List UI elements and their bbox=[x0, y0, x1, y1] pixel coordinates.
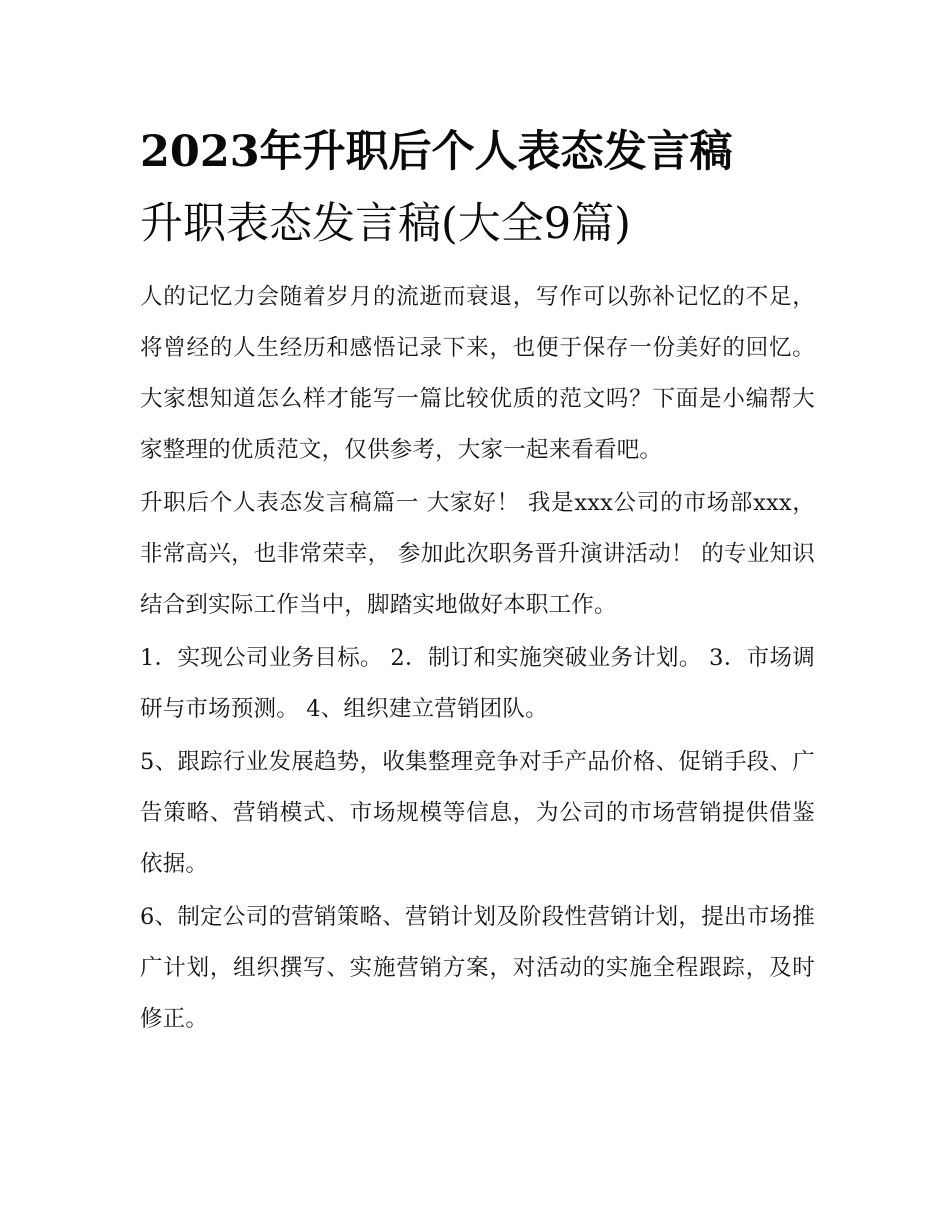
title-line-1: 2023年升职后个人表态发言稿 bbox=[140, 127, 733, 177]
paragraph-intro: 人的记忆力会随着岁月的流逝而衰退，写作可以弥补记忆的不足，将曾经的人生经历和感悟记录下来，也便于保存一份美好的回忆。大家想知道怎么样才能写一篇比较优质的范文吗？下面是小编帮大家整理的优质范文，仅供参考，大家一起来看看吧。 bbox=[140, 284, 815, 463]
paragraph-speech-opening: 升职后个人表态发言稿篇一 大家好！ 我是xxx公司的市场部xxx，非常高兴，也非常荣幸， 参加此次职务晋升演讲活动！ 的专业知识结合到实际工作当中，脚踏实地做好本职工作。 bbox=[140, 490, 815, 618]
document-body bbox=[140, 272, 815, 1045]
paragraph-duty-6: 6、制定公司的营销策略、营销计划及阶段性营销计划，提出市场推广计划，组织撰写、实施营销方案，对活动的实施全程跟踪，及时修正。 bbox=[140, 904, 815, 1032]
title-line-2: 升职表态发言稿(大全9篇) bbox=[140, 199, 631, 249]
document-title bbox=[140, 116, 815, 260]
paragraph-duty-5: 5、跟踪行业发展趋势，收集整理竞争对手产品价格、促销手段、广告策略、营销模式、市场规模等信息，为公司的市场营销提供借鉴依据。 bbox=[140, 749, 815, 877]
document-page bbox=[140, 116, 815, 1045]
paragraph-duties-1-4: 1．实现公司业务目标。 2．制订和实施突破业务计划。 3．市场调研与市场预测。 4、组织建立营销团队。 bbox=[140, 645, 815, 722]
